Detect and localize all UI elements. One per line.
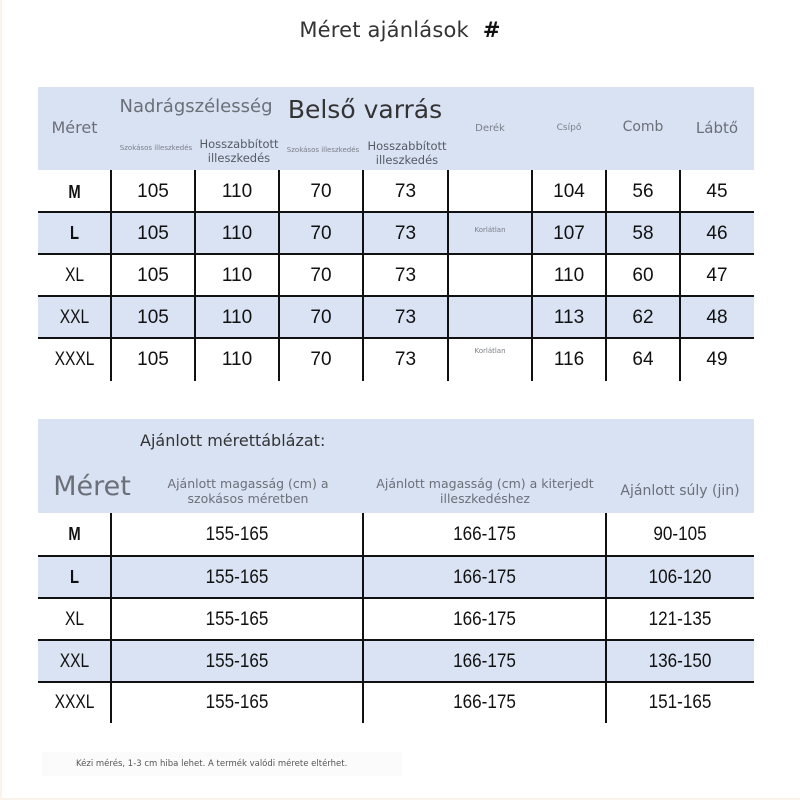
title-text: Méret ajánlások [299, 18, 469, 42]
size-cell: XXL [59, 306, 90, 328]
in-regular-cell: 70 [310, 306, 332, 328]
ww-extended-cell: 110 [221, 306, 253, 328]
weight-cell: 136-150 [648, 650, 712, 672]
size-cell: XL [64, 608, 85, 630]
header-weight: Ajánlott súly (jin) [620, 482, 740, 499]
size-cell: M [68, 524, 81, 544]
header-hip: Csípő [556, 123, 582, 133]
in-regular-cell: 70 [310, 222, 332, 244]
leg-opening-cell: 45 [706, 181, 728, 202]
in-extended-cell: 73 [394, 306, 417, 328]
size-cell: XL [64, 264, 85, 286]
header-ww-regular: Szokásos illeszkedés [119, 144, 193, 152]
in-regular-cell: 70 [310, 264, 332, 286]
ww-regular-cell: 105 [137, 306, 169, 328]
waist-unlimited-note: Korlátlan [474, 226, 506, 234]
in-extended-cell: 73 [394, 348, 417, 370]
grid-line [110, 513, 112, 723]
grid-line [605, 513, 607, 723]
height-regular-cell: 155-165 [205, 650, 269, 672]
header-size: Méret [53, 470, 131, 502]
header-inseam-group: Belső varrás [287, 94, 443, 124]
page-title [0, 18, 800, 42]
in-regular-cell: 70 [310, 348, 332, 370]
hip-cell: 110 [553, 264, 585, 286]
size-cell: L [69, 223, 80, 243]
ww-regular-cell: 105 [137, 264, 169, 286]
weight-cell: 121-135 [648, 608, 712, 630]
header-leg-opening: Lábtő [695, 119, 739, 137]
in-extended-cell: 73 [394, 264, 417, 286]
leg-opening-cell: 46 [706, 222, 728, 244]
height-regular-cell: 155-165 [205, 566, 269, 588]
height-regular-cell: 155-165 [205, 523, 269, 545]
leg-opening-cell: 47 [706, 264, 728, 286]
thigh-cell: 58 [632, 222, 654, 244]
height-extended-cell: 166-175 [453, 608, 516, 630]
height-regular-cell: 155-165 [205, 608, 269, 630]
size-cell: XXL [59, 650, 90, 672]
ww-extended-cell: 110 [221, 222, 253, 244]
thigh-cell: 60 [632, 264, 654, 286]
hip-cell: 116 [553, 348, 585, 370]
header-waist-width-group: Nadrágszélesség [119, 95, 273, 117]
thigh-cell: 64 [632, 348, 654, 370]
ww-extended-cell: 110 [221, 348, 253, 370]
ww-regular-cell: 105 [137, 348, 169, 370]
leg-opening-cell: 48 [706, 306, 728, 328]
grid-line [362, 513, 364, 723]
hash-icon: # [482, 18, 501, 42]
in-extended-cell: 73 [394, 222, 417, 244]
in-extended-cell: 73 [394, 181, 417, 202]
ww-regular-cell: 105 [137, 181, 169, 202]
measurement-disclaimer: Kézi mérés, 1-3 cm hiba lehet. A termék valódi mérete eltérhet. [42, 752, 402, 776]
header-waist: Derék [475, 122, 505, 134]
header-size: Méret [51, 117, 98, 137]
size-cell: L [69, 567, 80, 587]
header-ww-extended: Hosszabbított illeszkedés [199, 137, 279, 165]
header-thigh: Comb [622, 119, 664, 135]
height-extended-cell: 166-175 [453, 650, 516, 672]
weight-cell: 106-120 [648, 566, 712, 588]
table2-caption: Ajánlott mérettáblázat: [140, 430, 326, 450]
size-cell: XXXL [54, 692, 95, 713]
leg-opening-cell: 49 [706, 348, 728, 370]
size-cell: M [68, 181, 81, 202]
height-extended-cell: 166-175 [453, 692, 516, 713]
thigh-cell: 62 [632, 306, 654, 328]
hip-cell: 107 [553, 222, 585, 244]
weight-cell: 151-165 [648, 692, 712, 713]
in-regular-cell: 70 [310, 181, 332, 202]
waist-unlimited-note: Korlátlan [474, 347, 506, 355]
ww-extended-cell: 110 [221, 264, 253, 286]
header-height-extended: Ajánlott magasság (cm) a kiterjedt illeszkedéshez [376, 476, 594, 506]
header-in-extended: Hosszabbított illeszkedés [367, 139, 447, 167]
height-regular-cell: 155-165 [205, 692, 269, 713]
height-extended-cell: 166-175 [453, 566, 516, 588]
ww-regular-cell: 105 [137, 222, 169, 244]
hip-cell: 113 [553, 306, 585, 328]
ww-extended-cell: 110 [221, 181, 253, 202]
weight-cell: 90-105 [653, 523, 707, 545]
header-height-regular: Ajánlott magasság (cm) a szokásos méretben [167, 476, 329, 506]
hip-cell: 104 [553, 181, 585, 202]
size-cell: XXXL [54, 348, 95, 370]
header-in-regular: Szokásos illeszkedés [286, 146, 360, 154]
height-extended-cell: 166-175 [453, 523, 516, 545]
thigh-cell: 56 [632, 181, 654, 202]
